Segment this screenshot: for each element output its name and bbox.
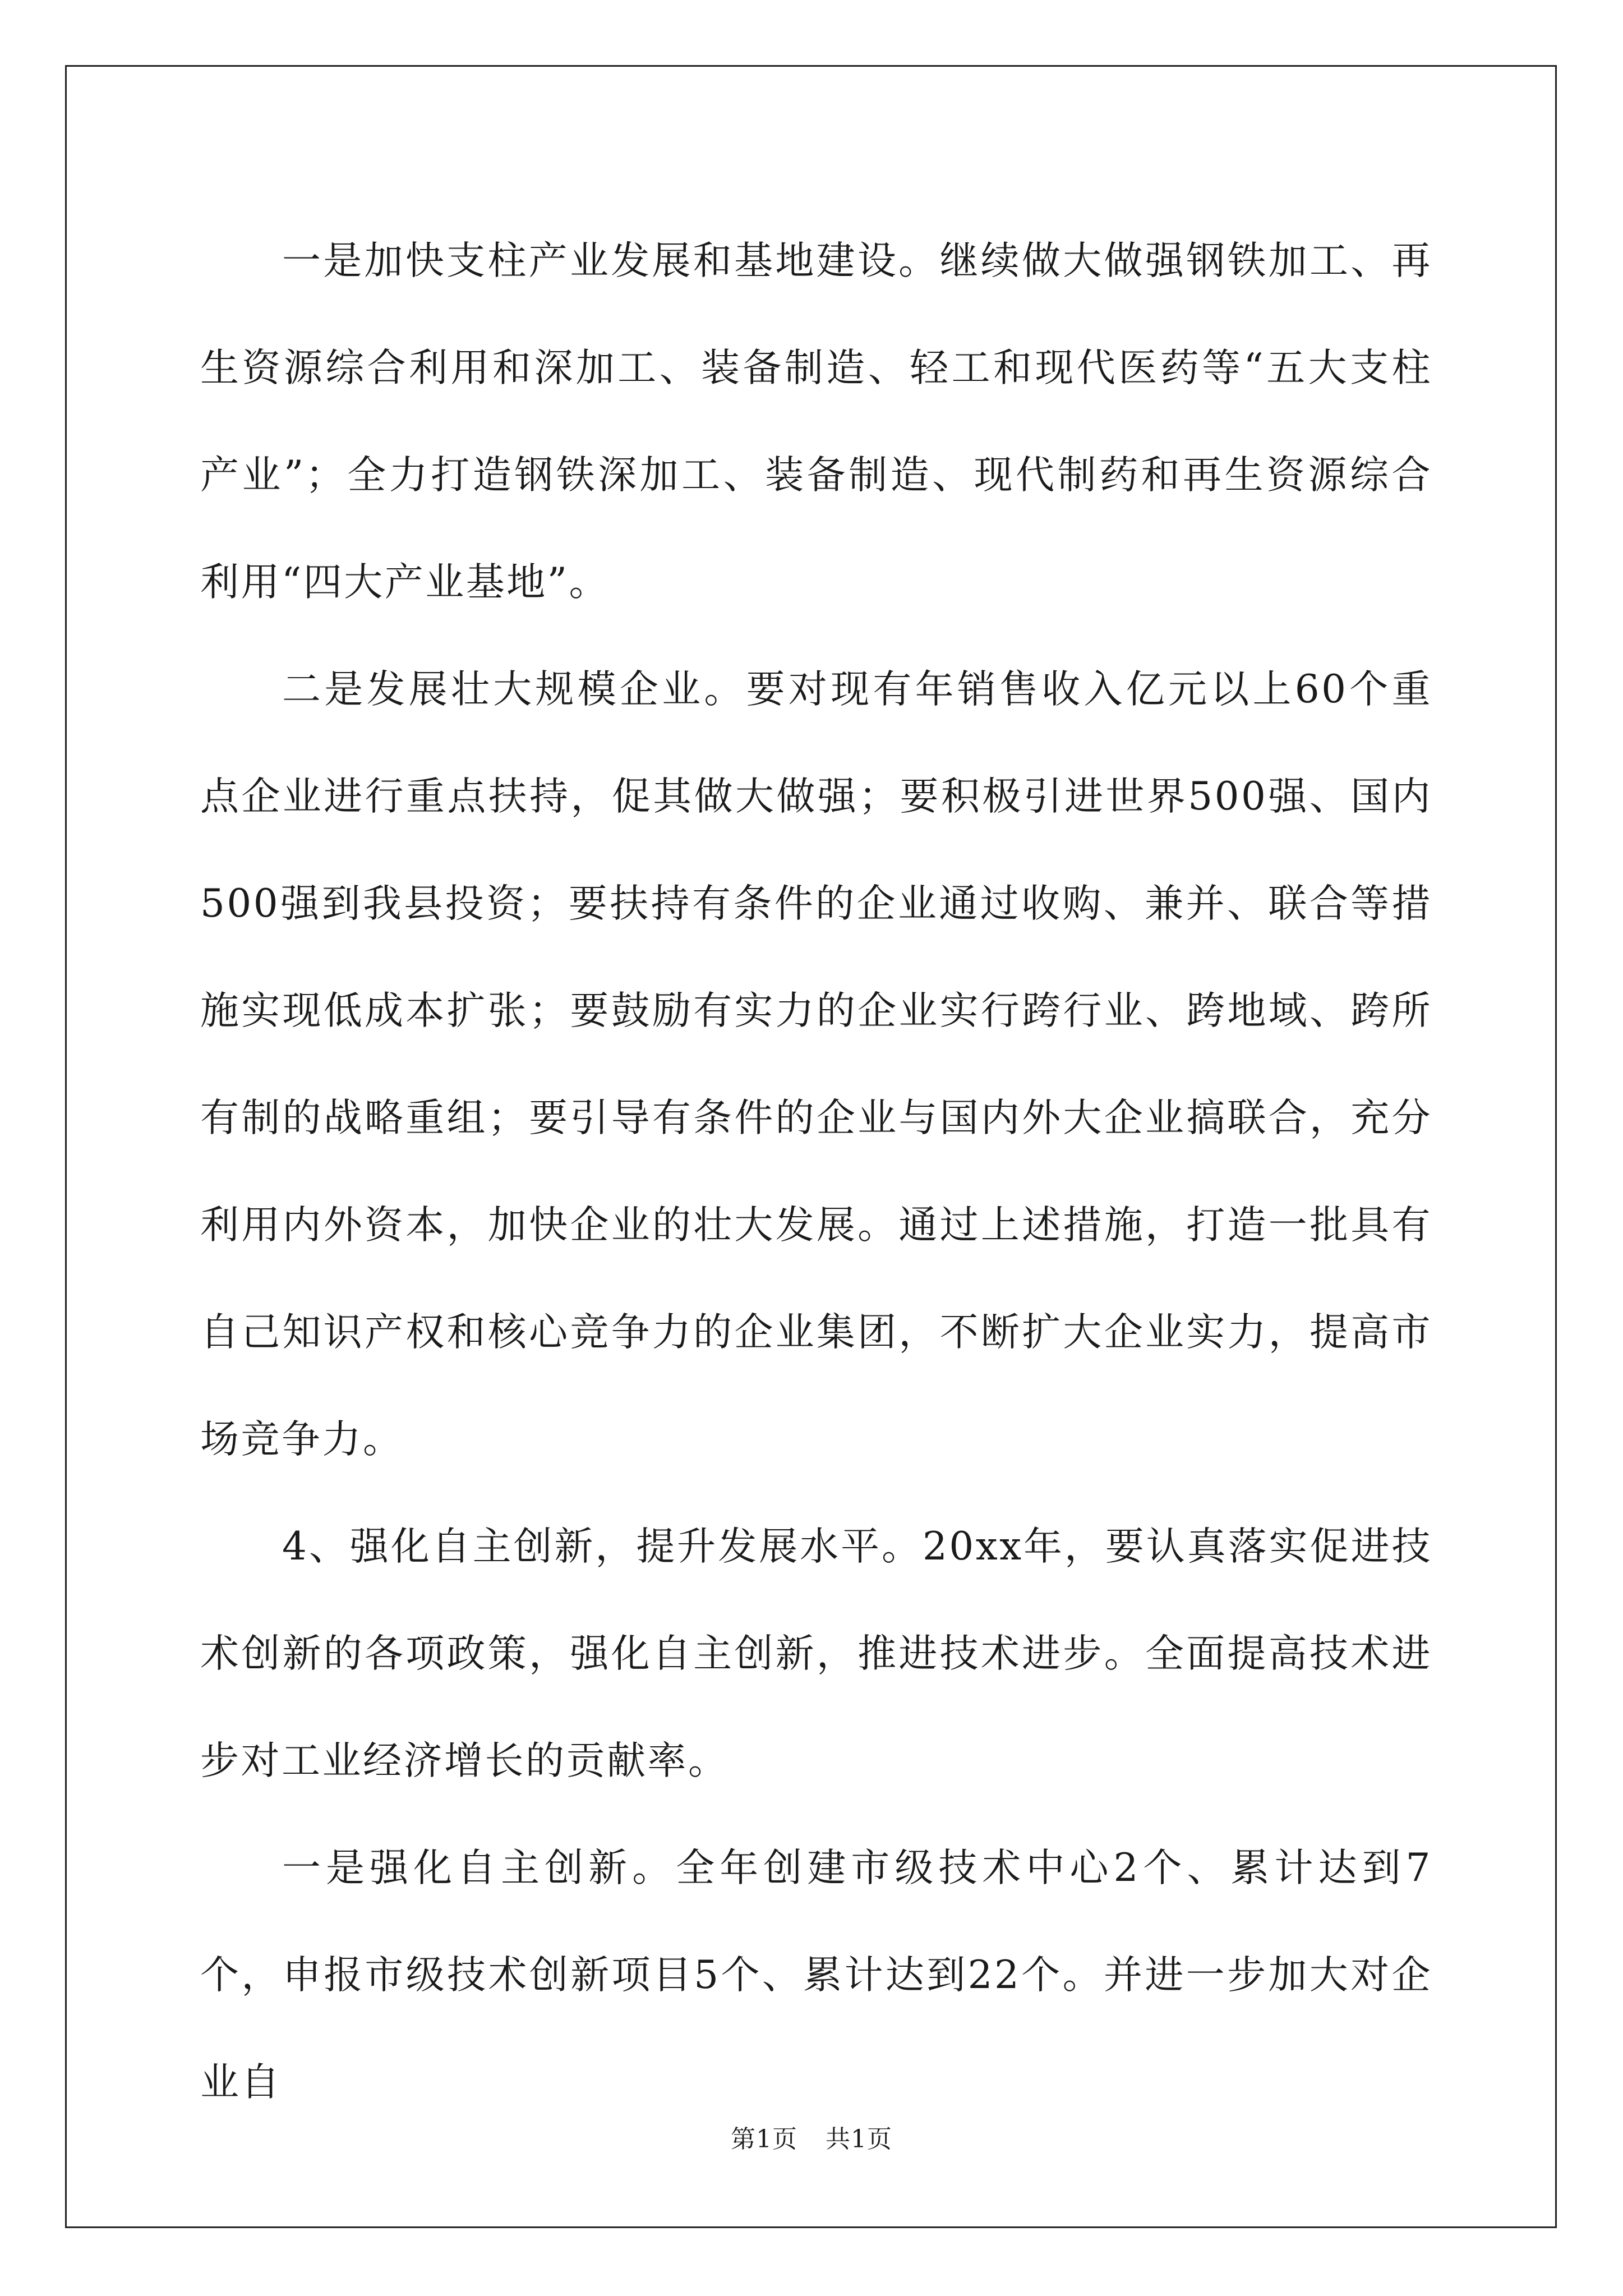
paragraph-independent-innovation: 一是强化自主创新。全年创建市级技术中心2个、累计达到7个，申报市级技术创新项目5个、累计达到22个。并进一步加大对企业自 [200,1846,1432,2105]
document-body [200,208,1432,2136]
paragraph-scale-enterprises: 二是发展壮大规模企业。要对现有年销售收入亿元以上60个重点企业进行重点扶持，促其做大做强；要积极引进世界500强、国内500强到我县投资；要扶持有条件的企业通过收购、兼并、联合等措施实现低成本扩张；要鼓励有实力的企业实行跨行业、跨地域、跨所有制的战略重组；要引导有条件的企业与国内外大企业搞联合，充分利用内外资本，加快企业的壮大发展。通过上述措施，打造一批具有自己知识产权和核心竞争力的企业集团，不断扩大企业实力，提高市场竞争力。 [200,667,1432,1462]
paragraph-pillar-industries: 一是加快支柱产业发展和基地建设。继续做大做强钢铁加工、再生资源综合利用和深加工、装备制造、轻工和现代医药等“五大支柱产业”；全力打造钢铁深加工、装备制造、现代制药和再生资源综合利用“四大产业基地”。 [200,238,1432,605]
page-number-total: 共1页 [826,2125,892,2154]
paragraph-innovation: 4、强化自主创新，提升发展水平。20xx年，要认真落实促进技术创新的各项政策，强化自主创新，推进技术进步。全面提高技术进步对工业经济增长的贡献率。 [200,1524,1432,1783]
page-footer [0,2123,1623,2156]
page-number-current: 第1页 [731,2125,797,2154]
